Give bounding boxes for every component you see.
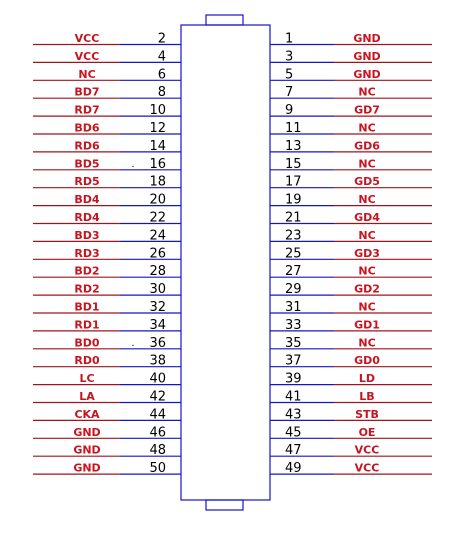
left-pin-number: 30 (149, 282, 166, 298)
left-signal-label: RD5 (74, 175, 100, 189)
right-pin-number: 33 (285, 317, 302, 333)
right-signal-label: GND (353, 67, 381, 81)
pin-row (33, 139, 432, 154)
right-signal-label: NC (358, 264, 376, 278)
pin-row (33, 443, 432, 458)
left-signal-label: VCC (74, 49, 100, 63)
pin-row (33, 300, 432, 315)
left-signal-label: CKA (74, 407, 100, 421)
right-pin-number: 3 (285, 49, 294, 65)
right-pin-number: 15 (285, 156, 302, 172)
left-pin-mark: . (131, 158, 135, 170)
right-pin-number: 31 (285, 300, 302, 315)
pin-row (33, 372, 432, 387)
right-signal-label: STB (355, 407, 379, 421)
left-signal-label: GND (73, 461, 101, 475)
left-signal-label: RD6 (74, 139, 100, 153)
right-signal-label: LB (359, 390, 375, 403)
left-signal-label: BD1 (74, 300, 100, 314)
right-signal-label: GD6 (354, 139, 380, 153)
right-pin-number: 37 (285, 353, 302, 369)
right-signal-label: GND (353, 32, 381, 45)
pin-row (33, 157, 432, 172)
right-pin-number: 43 (285, 407, 302, 423)
left-signal-label: BD6 (74, 121, 100, 135)
left-pin-number: 48 (149, 443, 166, 459)
left-pin-number: 2 (157, 31, 166, 47)
left-pin-number: 18 (149, 174, 166, 190)
pin-row (33, 103, 432, 118)
right-signal-label: OE (358, 425, 376, 439)
left-pin-number: 26 (149, 246, 166, 262)
left-pin-number: 20 (149, 192, 166, 208)
pin-row (33, 354, 432, 369)
right-pin-number: 49 (285, 461, 302, 477)
right-pin-number: 1 (285, 31, 294, 47)
connector-key-bottom (206, 500, 243, 510)
right-pin-number: 45 (285, 425, 302, 441)
left-pin-number: 38 (149, 353, 166, 369)
left-pin-number: 32 (149, 300, 166, 315)
pin-row (33, 318, 432, 333)
pin-row (33, 193, 432, 208)
left-signal-label: RD2 (74, 282, 100, 296)
left-pin-number: 12 (149, 121, 166, 136)
left-pin-number: 40 (149, 371, 166, 387)
left-signal-label: RD4 (74, 211, 100, 224)
left-pin-number: 36 (149, 335, 166, 351)
right-pin-number: 9 (285, 103, 294, 119)
left-pin-number: 14 (149, 138, 166, 154)
pin-row (33, 49, 432, 64)
right-signal-label: GD0 (354, 354, 380, 368)
right-signal-label: NC (358, 157, 376, 171)
left-pin-number: 16 (149, 156, 166, 172)
right-pin-number: 29 (285, 282, 302, 298)
right-pin-number: 5 (285, 67, 294, 83)
right-pin-number: 41 (285, 389, 302, 405)
left-pin-number: 6 (157, 67, 166, 83)
right-signal-label: NC (358, 228, 376, 242)
pin-row (33, 67, 432, 82)
left-pin-number: 8 (157, 85, 166, 101)
right-pin-number: 21 (285, 210, 302, 226)
right-signal-label: GD2 (354, 282, 380, 296)
right-pin-number: 39 (285, 371, 302, 387)
right-pin-number: 19 (285, 192, 302, 208)
left-signal-label: NC (78, 67, 96, 81)
left-pin-mark: . (131, 337, 135, 349)
pin-row (33, 211, 432, 226)
left-signal-label: BD5 (74, 157, 100, 171)
right-signal-label: NC (358, 193, 376, 207)
left-signal-label: BD0 (74, 336, 100, 350)
pin-row (33, 282, 432, 297)
left-signal-label: GND (73, 425, 101, 439)
right-signal-label: NC (358, 300, 376, 314)
right-signal-label: NC (358, 85, 376, 99)
pin-row (33, 264, 432, 279)
left-pin-number: 42 (149, 389, 166, 405)
connector-body (181, 15, 270, 510)
pin-row (33, 336, 432, 351)
right-signal-label: GD3 (354, 246, 380, 260)
left-signal-label: RD0 (74, 354, 100, 368)
left-signal-label: RD1 (74, 318, 100, 332)
left-pin-number: 34 (149, 317, 166, 333)
right-signal-label: GD7 (354, 103, 380, 117)
right-pin-number: 7 (285, 85, 294, 101)
right-pin-number: 27 (285, 264, 302, 280)
left-pin-number: 10 (149, 103, 166, 119)
pin-row (33, 461, 432, 476)
pin-row (33, 425, 432, 440)
pin-rows (33, 32, 432, 477)
pin-row (33, 85, 432, 100)
left-pin-number: 28 (149, 264, 166, 280)
left-signal-label: BD4 (74, 193, 100, 207)
right-signal-label: GND (353, 49, 381, 63)
left-signal-label: RD3 (74, 246, 100, 260)
right-pin-number: 35 (285, 335, 302, 351)
left-pin-number: 4 (157, 49, 166, 65)
pin-row (33, 121, 432, 136)
left-pin-number: 46 (149, 425, 166, 441)
right-signal-label: GD5 (354, 175, 380, 189)
right-signal-label: GD1 (354, 318, 380, 332)
left-signal-label: BD2 (74, 264, 100, 278)
left-signal-label: LC (79, 372, 95, 386)
pin-row (33, 246, 432, 261)
left-pin-number: 44 (149, 407, 166, 423)
left-pin-number: 50 (149, 461, 166, 477)
right-signal-label: NC (358, 121, 376, 135)
left-signal-label: BD3 (74, 228, 100, 242)
pin-row (33, 228, 432, 243)
connector-key-top (206, 15, 243, 25)
left-signal-label: LA (79, 390, 95, 403)
right-pin-number: 13 (285, 138, 302, 154)
pin-row (33, 407, 432, 422)
pin-row (33, 175, 432, 190)
left-pin-number: 24 (149, 228, 166, 244)
right-signal-label: GD4 (354, 211, 380, 224)
right-pin-number: 23 (285, 228, 302, 244)
right-signal-label: VCC (354, 443, 380, 457)
right-signal-label: LD (358, 372, 376, 386)
right-pin-number: 11 (285, 121, 302, 136)
right-pin-number: 25 (285, 246, 302, 262)
pin-row (33, 390, 432, 405)
right-pin-number: 47 (285, 443, 302, 459)
right-signal-label: VCC (354, 461, 380, 475)
left-pin-number: 22 (149, 210, 166, 226)
left-signal-label: GND (73, 443, 101, 457)
right-signal-label: NC (358, 336, 376, 350)
left-signal-label: RD7 (74, 103, 100, 117)
left-signal-label: BD7 (74, 85, 100, 99)
left-signal-label: VCC (74, 32, 100, 45)
right-pin-number: 17 (285, 174, 302, 190)
pin-row (33, 32, 432, 47)
connector-outline (181, 25, 270, 500)
